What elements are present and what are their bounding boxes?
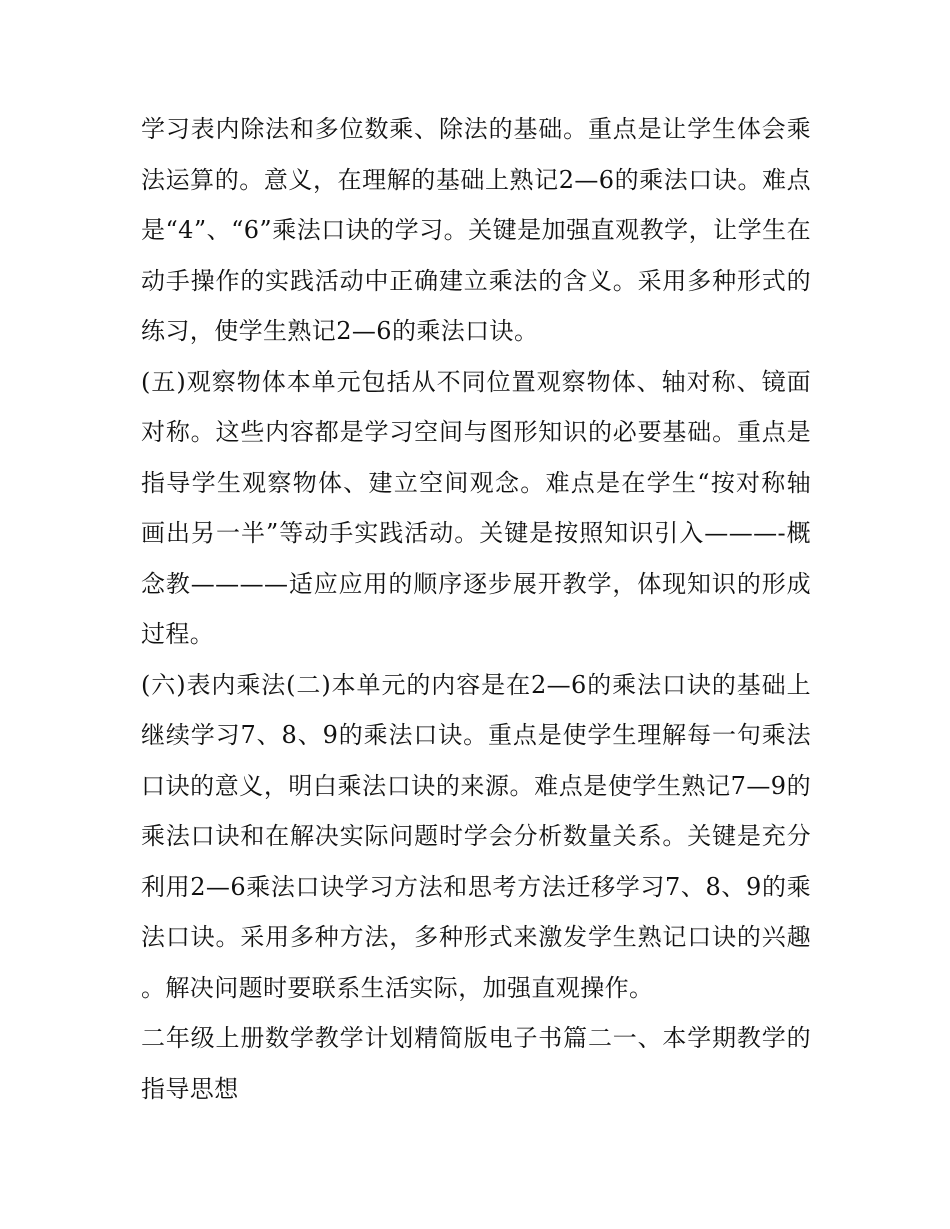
paragraph-multiplication-table-two: (六)表内乘法(二)本单元的内容是在2—6的乘法口诀的基础上继续学习7、8、9的乘法口诀。重点是使学生理解每一句乘法口诀的意义，明白乘法口诀的来源。难点是使学生熟记7—9的乘法口诀和在解决实际问题时学会分析数量关系。关键是充分利用2—6乘法口诀学习方法和思考方法迁移学习7、8、9的乘法口诀。采用多种方法，多种形式来激发学生熟记口诀的兴趣。解决问题时要联系生活实际，加强直观操作。 (141, 670, 811, 1002)
paragraph-multiplication-intro: 学习表内除法和多位数乘、除法的基础。重点是让学生体会乘法运算的。意义，在理解的基础上熟记2—6的乘法口诀。难点是“4”、“6”乘法口诀的学习。关键是加强直观教学，让学生在动手操作的实践活动中正确建立乘法的含义。采用多种形式的练习，使学生熟记2—6的乘法口诀。 (141, 115, 811, 345)
paragraph-observing-objects: (五)观察物体本单元包括从不同位置观察物体、轴对称、镜面对称。这些内容都是学习空间与图形知识的必要基础。重点是指导学生观察物体、建立空间观念。难点是在学生“按对称轴画出另一半”等动手实践活动。关键是按照知识引入———-概念教————适应应用的顺序逐步展开教学，体现知识的形成过程。 (141, 367, 811, 648)
paragraph-section-heading: 二年级上册数学教学计划精简版电子书篇二一、本学期教学的指导思想 (141, 1024, 811, 1103)
document-page (141, 104, 811, 1114)
